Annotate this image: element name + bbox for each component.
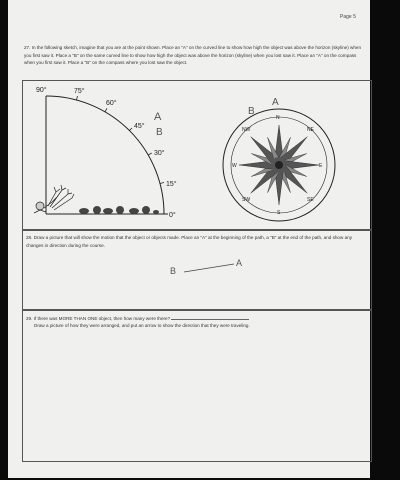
question-28-text: 28. Draw a picture that will show the motion that the object or objects made. Place an "A" at the beginning of the path, a "B" at the end of the path, and show any changes in direction during the course. [26, 235, 352, 248]
angle-label-60: 60° [106, 100, 117, 107]
angle-label-75: 75° [74, 88, 85, 95]
page-number: Page 5 [340, 14, 356, 20]
question-29-box [22, 310, 372, 462]
compass-dir-sw: SW [242, 197, 251, 203]
compass-dir-ne: NE [307, 127, 314, 133]
motion-answer-a: A [236, 258, 243, 268]
arc-answer-b: B [156, 127, 163, 138]
question-29-text: 29. If there was MORE THAN ONE object, then how many were there? [26, 316, 171, 321]
motion-path-line [184, 264, 234, 272]
tick-60 [105, 108, 107, 112]
tick-15 [160, 183, 164, 184]
tick-45 [129, 128, 132, 131]
arc-answer-a: A [154, 111, 162, 123]
angle-label-30: 30° [154, 150, 165, 157]
question-27-text: 27. In the following sketch, imagine that you are at the point shown. Place an "A" on the curved line to show how high the object was above the horizon (skyline) when you first saw it. Place a "B" on the same curved line to show how high the object was above the horizon (skyline) when you lost saw it. Place an "A" on the compass when you first saw it. Place a "B" on the compass where you lost saw the object. [24, 45, 362, 66]
motion-answer-b: B [170, 266, 177, 276]
compass-answer-b: B [248, 106, 255, 117]
compass-dir-w: W [232, 163, 237, 169]
question-29-line2: Draw a picture of how they were arranged, and put an arrow to show the direction that they were traveling. [34, 323, 250, 328]
elevation-arc-diagram [22, 80, 202, 230]
compass-dir-nw: NW [242, 127, 251, 133]
tick-30 [148, 153, 152, 155]
angle-label-15: 15° [166, 181, 177, 188]
angle-label-0: 0° [169, 212, 176, 219]
compass-dir-e: E [319, 163, 323, 169]
angle-label-45: 45° [134, 123, 145, 130]
questionnaire-page [8, 0, 370, 478]
compass-dir-n: N [276, 115, 280, 121]
compass-rose [204, 96, 354, 224]
compass-dir-se: SE [307, 197, 314, 203]
compass-answer-a: A [272, 97, 279, 108]
skyline-silhouette [79, 206, 159, 214]
compass-dir-s: S [277, 210, 281, 216]
angle-label-90: 90° [36, 87, 47, 94]
observer-figure [34, 185, 74, 213]
object-count-blank[interactable] [171, 314, 249, 320]
tick-75 [77, 96, 78, 100]
elevation-arc [46, 96, 164, 214]
